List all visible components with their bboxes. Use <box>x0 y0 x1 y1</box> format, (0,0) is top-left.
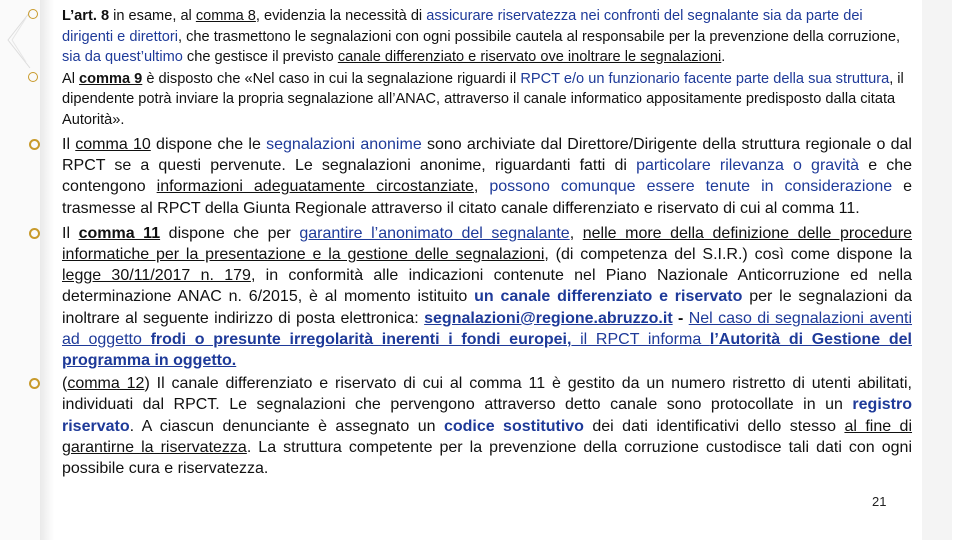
circle-bullet-icon <box>28 9 38 19</box>
text-segment: ) Il canale differenziato e riservato di cui al comma 11 è gestito da un numero ristretto di utenti abilitati, individuati dal RPCT. Le segnalazioni che pervengono attraverso detto canale sono protocollate in un <box>62 375 912 414</box>
text-segment: , <box>473 178 490 196</box>
text-segment: l’Autorità di Gestione del programma in oggetto. <box>62 330 912 370</box>
text-segment: comma 8 <box>195 8 256 24</box>
slide-content <box>50 4 912 479</box>
text-segment: dispone che le <box>150 136 267 153</box>
text-segment: , in conformità alle indicazioni contenute nel Piano Nazionale Anticorruzione ed nella determinazione ANAC n. 6/2015, è al momento istituito <box>62 267 912 306</box>
text-segment: frodi o presunte irregolarità inerenti i fondi europei, <box>150 330 572 348</box>
bullet-text <box>62 6 912 68</box>
bullet-item-comma9 <box>50 69 912 131</box>
text-segment: comma 11 <box>78 224 161 242</box>
bullet-item-art8 <box>50 6 912 68</box>
text-segment: sono archiviate dal Direttore/Dirigente della struttura regionale o dal RPCT se a questi pervenute. Le segnalazioni anonime, riguardanti fatti di <box>62 136 912 175</box>
text-segment: codice sostitutivo <box>443 417 584 435</box>
text-segment: , che trasmettono le segnalazioni con ogni possibile cautela al responsabile per la prevenzione della corruzione, <box>178 28 901 45</box>
text-segment: in esame, al <box>109 8 196 24</box>
text-segment: comma 9 <box>79 70 143 87</box>
text-segment: L’art. <box>62 8 101 24</box>
bullet-text <box>62 373 912 479</box>
text-segment: è disposto che «Nel caso in cui la segnalazione riguardi il <box>142 70 521 87</box>
text-segment[interactable]: segnalazioni@regione.abruzzo.it <box>424 309 673 327</box>
bullet-text <box>62 134 912 219</box>
text-segment: comma 10 <box>75 136 151 153</box>
circle-bullet-icon <box>28 72 38 82</box>
text-segment: nelle more della definizione delle procedure informatiche per la presentazione e la gestione delle segnalazioni <box>62 224 913 264</box>
text-segment: . A ciascun denunciante è assegnato un <box>129 417 444 435</box>
bullet-item-comma11 <box>50 223 912 371</box>
text-segment: , il dipendente potrà inviare la propria segnalazione all’ANAC, attraverso il canale informatico appositamente predisposto dalla citata Autorità». <box>62 70 904 128</box>
text-segment: . <box>721 49 726 65</box>
text-segment: assicurare riservatezza nei confronti del segnalante sia da parte dei dirigenti e direttori <box>62 8 863 45</box>
bullet-text <box>62 69 912 131</box>
text-segment: canale differenziato e riservato ove inoltrare le segnalazioni <box>337 49 722 65</box>
text-segment: registro riservato <box>62 396 912 435</box>
text-segment: Al <box>62 70 80 87</box>
text-segment: informazioni adeguatamente circostanziate <box>156 178 474 196</box>
text-segment: per le segnalazioni da inoltrare al seguente indirizzo di posta elettronica: <box>62 288 913 327</box>
text-segment: - <box>672 309 689 327</box>
text-segment: un canale differenziato e riservato <box>474 288 743 306</box>
corner-decoration <box>4 10 34 70</box>
text-segment: dei dati identificativi dello stesso <box>583 417 845 435</box>
text-segment: , (di competenza del S.I.R.) così come dispone la <box>544 246 913 264</box>
text-segment: legge 30/11/2017 n. 179 <box>62 267 251 285</box>
text-segment: Il <box>62 224 79 242</box>
text-segment: il RPCT informa <box>571 330 710 348</box>
text-segment: possono comunque essere tenute in considerazione <box>489 178 893 196</box>
text-segment: , <box>569 224 583 242</box>
bullet-item-comma10 <box>50 134 912 219</box>
bullet-text <box>62 223 912 371</box>
text-segment: dispone che per <box>160 224 300 242</box>
text-segment: sia da quest’ultimo <box>62 49 183 65</box>
circle-bullet-icon <box>29 228 40 239</box>
page-number: 21 <box>872 494 887 509</box>
text-segment: RPCT e/o un funzionario facente parte della sua struttura <box>520 70 890 87</box>
text-segment: Il <box>62 136 76 153</box>
text-segment: che gestisce il previsto <box>182 49 338 65</box>
text-segment: garantire l’anonimato del segnalante <box>299 224 570 242</box>
text-segment: comma 12 <box>67 375 145 393</box>
text-segment: al fine di garantirne la riservatezza <box>62 417 913 456</box>
text-segment: Nel caso di segnalazioni aventi ad oggetto <box>62 309 913 348</box>
right-frame <box>922 0 952 540</box>
text-segment: ( <box>62 375 68 393</box>
text-segment: e trasmesse al RPCT della Giunta Regionale attraverso il citato canale differenziato e riservato di cui al comma 11. <box>62 178 913 217</box>
text-segment: 8 <box>100 8 110 24</box>
text-segment: , evidenzia la necessità di <box>255 8 427 24</box>
circle-bullet-icon <box>29 139 40 150</box>
text-segment: e che contengono <box>62 157 913 196</box>
bullet-item-comma12 <box>50 373 912 479</box>
text-segment: particolare rilevanza o gravità <box>636 157 860 175</box>
text-segment: segnalazioni anonime <box>266 136 422 153</box>
text-segment: . La struttura competente per la prevenzione della corruzione custodisce tali dati con ogni possibile cura e riservatezza. <box>62 438 912 478</box>
